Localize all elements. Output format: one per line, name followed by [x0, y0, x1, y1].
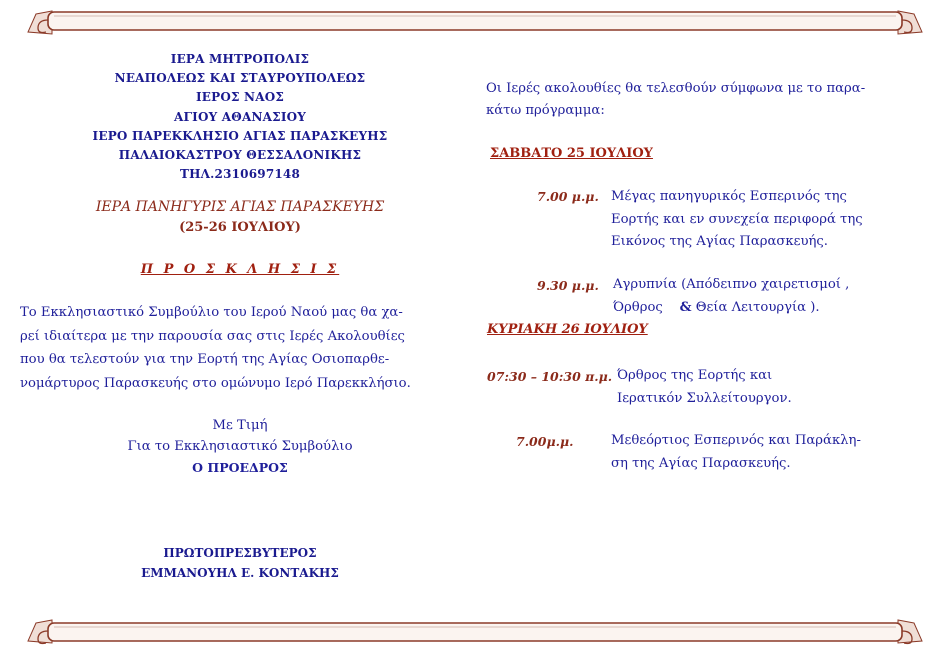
event-description	[611, 186, 863, 254]
event-line: ση της Αγίας Παρασκευής.	[611, 455, 791, 471]
header-line: ΝΕΑΠΟΛΕΩΣ ΚΑΙ ΣΤΑΥΡΟΥΠΟΛΕΩΣ	[114, 71, 366, 86]
event-line: Μέγας πανηγυρικός Εσπερινός της	[611, 189, 847, 204]
invitation-line: Το Εκκλησιαστικό Συμβούλιο του Ιερού Ναού μας θα χα-	[20, 305, 403, 320]
invitation-heading: Π Ρ Ο Σ Κ Λ Η Σ Ι Σ	[140, 262, 340, 277]
signature-council: Για το Εκκλησιαστικό Συμβούλιο	[127, 439, 353, 454]
event-line: Αγρυπνία (Απόδειπνο χαιρετισμοί ,	[613, 277, 850, 292]
event-line-part: Όρθρος	[613, 299, 663, 315]
event-description	[617, 365, 792, 410]
signature-block	[40, 415, 440, 478]
header-line: ΙΕΡΟ ΠΑΡΕΚΚΛΗΣΙΟ ΑΓΙΑΣ ΠΑΡΑΣΚΕΥΗΣ	[92, 128, 388, 143]
sunday-heading: ΚΥΡΙΑΚΗ 26 ΙΟΥΛΙΟΥ	[487, 322, 648, 337]
event-description	[613, 274, 849, 319]
invitation-line: νομάρτυρος Παρασκευής στο ομώνυμο Ιερό Παρεκκλήσιο.	[20, 375, 411, 391]
header-line: ΙΕΡΑ ΜΗΤΡΟΠΟΛΙΣ	[170, 52, 310, 66]
event-time: 9.30 μ.μ.	[537, 278, 599, 293]
event-line-ampersand: &	[679, 299, 692, 315]
priest-name: ΕΜΜΑΝΟΥΗΛ Ε. ΚΟΝΤΑΚΗΣ	[141, 566, 339, 580]
priest-block	[40, 543, 440, 583]
event-time: 7.00μ.μ.	[516, 434, 574, 449]
event-line: Όρθρος της Εορτής και	[617, 368, 773, 383]
header-line: ΠΑΛΑΙΟΚΑΣΤΡΟΥ ΘΕΣΣΑΛΟΝΙΚΗΣ	[118, 148, 362, 163]
top-scroll-border	[22, 6, 928, 36]
schedule-intro-line: Οι Ιερές ακολουθίες θα τελεσθούν σύμφωνα με το παρα-	[486, 81, 866, 96]
signature-greeting: Με Τιμή	[212, 418, 268, 433]
event-description	[611, 430, 861, 475]
header-phone: ΤΗΛ.2310697148	[179, 167, 301, 182]
header-line: ΑΓΙΟΥ ΑΘΑΝΑΣΙΟΥ	[173, 109, 307, 124]
feast-block	[40, 196, 440, 238]
schedule-intro	[486, 78, 911, 122]
priest-title: ΠΡΩΤΟΠΡΕΣΒΥΤΕΡΟΣ	[163, 546, 317, 560]
bottom-scroll-border	[22, 617, 928, 647]
header-line: ΙΕΡΟΣ ΝΑΟΣ	[195, 90, 285, 105]
saturday-heading: ΣΑΒΒΑΤΟ 25 ΙΟΥΛΙΟΥ	[490, 146, 653, 161]
event-line: Εορτής και εν συνεχεία περιφορά της	[611, 211, 863, 227]
feast-title: ΙΕΡΑ ΠΑΝΗΓΥΡΙΣ ΑΓΙΑΣ ΠΑΡΑΣΚΕΥΗΣ	[95, 199, 385, 215]
event-line-part: Θεία Λειτουργία ).	[695, 299, 820, 315]
invitation-line: που θα τελεστούν για την Εορτή της Αγίας Οσιοπαρθε-	[20, 352, 390, 367]
event-line: Εικόνος της Αγίας Παρασκευής.	[611, 234, 828, 249]
event-line	[613, 297, 849, 320]
church-header	[40, 50, 440, 184]
event-line: Μεθεόρτιος Εσπερινός και Παράκλη-	[611, 433, 861, 448]
event-line: Ιερατικόν Συλλείτουργον.	[617, 390, 792, 406]
signature-president: Ο ΠΡΟΕΔΡΟΣ	[192, 460, 288, 475]
event-time: 7.00 μ.μ.	[537, 189, 599, 204]
feast-dates: (25-26 ΙΟΥΛΙΟΥ)	[179, 220, 301, 235]
event-time: 07:30 – 10:30 π.μ.	[487, 369, 613, 384]
invitation-text	[20, 301, 445, 395]
schedule-intro-line: κάτω πρόγραμμα:	[486, 103, 605, 118]
invitation-line: ρεί ιδιαίτερα με την παρουσία σας στις Ιερές Ακολουθίες	[20, 328, 405, 344]
